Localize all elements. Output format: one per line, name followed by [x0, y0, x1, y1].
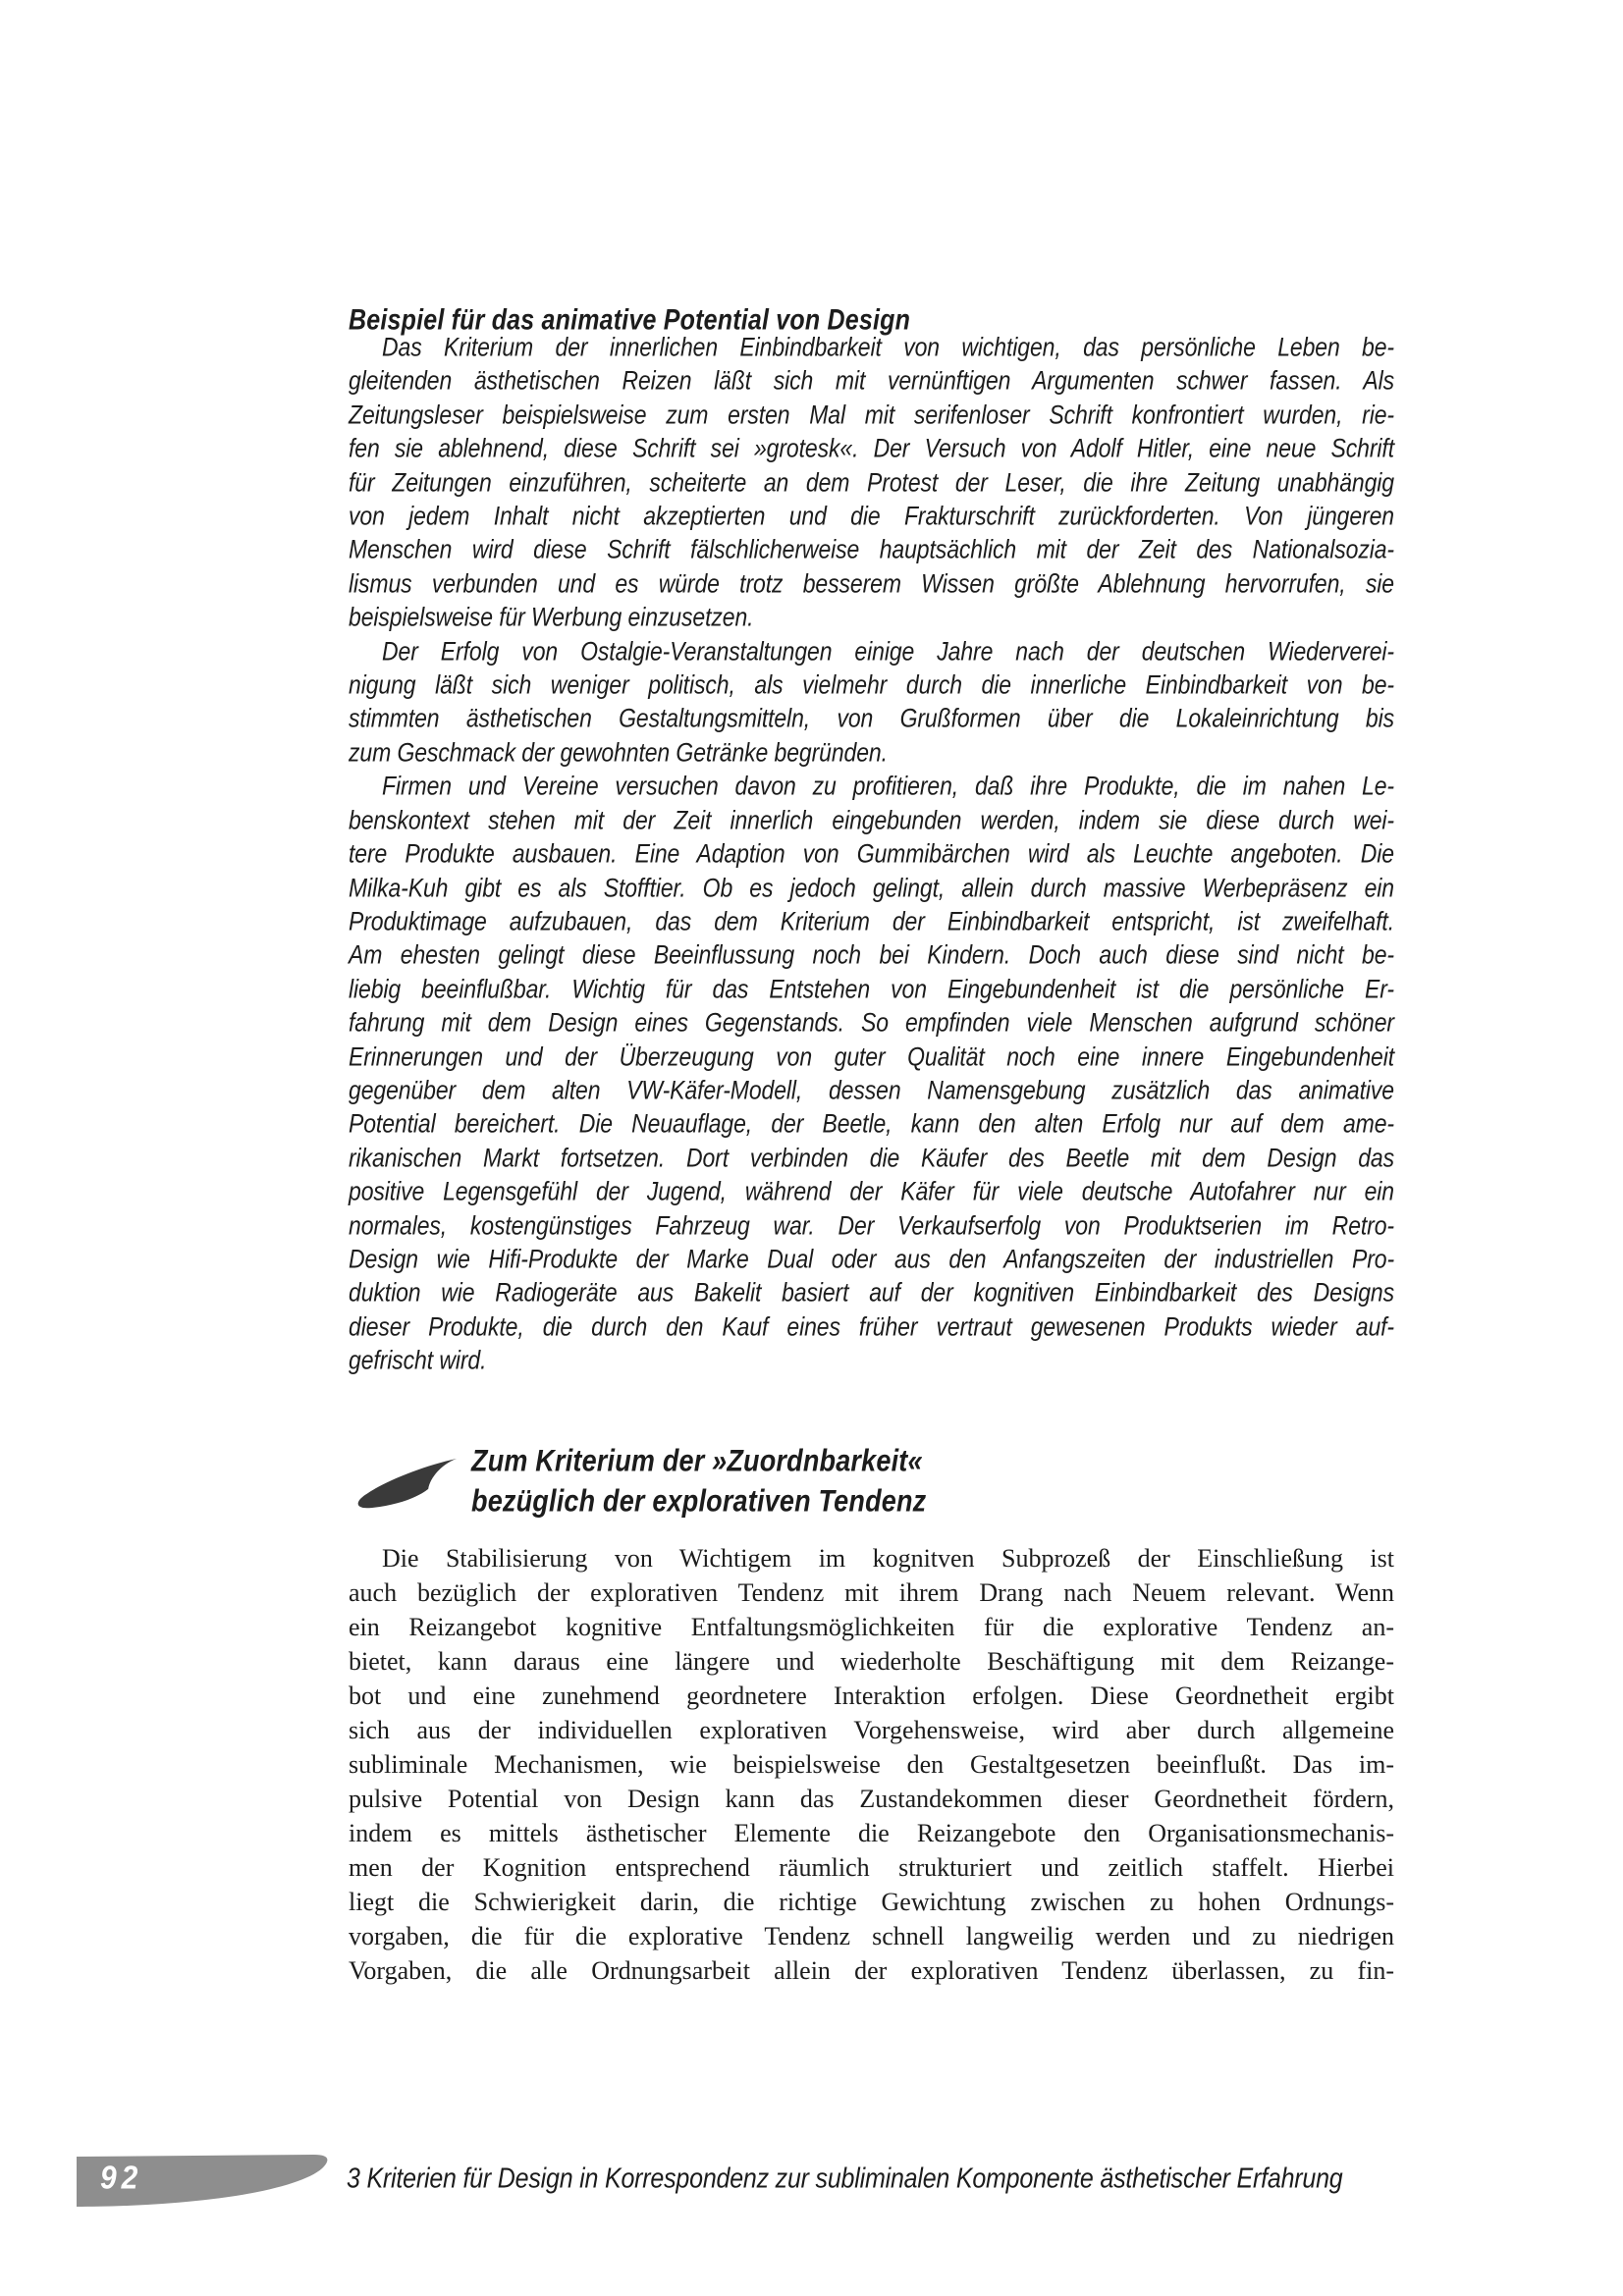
text-line: Vorgaben, die alle Ordnungsarbeit allein der explorativen Tendenz überlassen, zu fin- [349, 1956, 1394, 1985]
paragraph [349, 769, 1394, 1376]
text-line: positive Legensgefühl der Jugend, während der Käfer für viele deutsche Autofahrer nur ein [349, 1175, 1394, 1206]
text-line: liegt die Schwierigkeit darin, die richtige Gewichtung zwischen zu hohen Ordnungs- [349, 1888, 1394, 1916]
text-line: Design wie Hifi-Produkte der Marke Dual oder aus den Anfangszeiten der industriellen Pro- [349, 1243, 1394, 1274]
text-line: sich aus der individuellen explorativen Vorgehensweise, wird aber durch allgemeine [349, 1716, 1394, 1744]
text-line: gleitenden ästhetischen Reizen läßt sich mit vernünftigen Argumenten schwer fassen. Als [349, 365, 1394, 396]
text-line: Milka-Kuh gibt es als Stofftier. Ob es jedoch gelingt, allein durch massive Werbepräsenz ein [349, 872, 1394, 902]
text-line: dieser Produkte, die durch den Kauf eines früher vertraut gewesenen Produkts wieder auf- [349, 1310, 1394, 1342]
page-number: 92 [100, 2161, 143, 2197]
text-line: Zeitungsleser beispielsweise zum ersten Mal mit serifenloser Schrift konfrontiert wurden, rie- [349, 399, 1394, 430]
text-line: fen sie ablehnend, diese Schrift sei »grotesk«. Der Versuch von Adolf Hitler, eine neue Schrift [349, 432, 1394, 463]
text-line: zum Geschmack der gewohnten Getränke begründen. [349, 736, 888, 768]
body-text-block [349, 330, 1394, 1377]
text-line: subliminale Mechanismen, wie beispielsweise den Gestaltgesetzen beeinflußt. Das im- [349, 1750, 1394, 1779]
paragraph [349, 1541, 1394, 1988]
text-line: auch bezüglich der explorativen Tendenz mit ihrem Drang nach Neuem relevant. Wenn [349, 1578, 1394, 1607]
section-title: Beispiel für das animative Potential von Design [349, 302, 911, 337]
text-line: normales, kostengünstiges Fahrzeug war. Der Verkaufserfolg von Produktserien im Retro- [349, 1209, 1394, 1240]
text-line: tere Produkte ausbauen. Eine Adaption von Gummibärchen wird als Leuchte angeboten. Die [349, 837, 1394, 869]
text-line: ein Reizangebot kognitive Entfaltungsmöglichkeiten für die explorative Tendenz an- [349, 1613, 1394, 1641]
text-line: Potential bereichert. Die Neuauflage, der Beetle, kann den alten Erfolg nur auf dem ame- [349, 1107, 1394, 1139]
running-footer-title: 3 Kriterien für Design in Korrespondenz zur subliminalen Komponente ästhetischer Erfahrung [347, 2163, 1343, 2195]
serif-text-block [349, 1541, 1394, 1988]
text-line: men der Kognition entsprechend räumlich strukturiert und zeitlich staffelt. Hierbei [349, 1853, 1394, 1882]
paragraph [349, 330, 1394, 634]
text-line: fahrung mit dem Design eines Gegenstands. So empfinden viele Menschen aufgrund schöner [349, 1006, 1394, 1038]
text-line: rikanischen Markt fortsetzen. Dort verbinden die Käufer des Beetle mit dem Design das [349, 1142, 1394, 1173]
text-line: Produktimage aufzubauen, das dem Kriterium der Einbindbarkeit entspricht, ist zweifelhaft. [349, 905, 1394, 936]
text-line: bot und eine zunehmend geordnetere Interaktion erfolgen. Diese Geordnetheit ergibt [349, 1682, 1394, 1710]
text-line: Menschen wird diese Schrift fälschlicherweise hauptsächlich mit der Zeit des Nationalsozia- [349, 534, 1394, 564]
subsection-title-line: bezüglich der explorativen Tendenz [471, 1483, 927, 1519]
page-number-badge [77, 2154, 334, 2209]
text-line: Erinnerungen und der Überzeugung von guter Qualität noch eine innere Eingebundenheit [349, 1041, 1394, 1071]
swoosh-icon [346, 1455, 461, 1514]
text-line: von jedem Inhalt nicht akzeptierten und die Frakturschrift zurückforderten. Von jüngeren [349, 500, 1394, 531]
text-line: duktion wie Radiogeräte aus Bakelit basiert auf der kognitiven Einbindbarkeit des Designs [349, 1276, 1394, 1308]
paragraph [349, 634, 1394, 770]
text-line: liebig beeinflußbar. Wichtig für das Entstehen von Eingebundenheit ist die persönliche Er- [349, 973, 1394, 1004]
text-line: Die Stabilisierung von Wichtigem im kognitven Subprozeß der Einschließung ist [382, 1544, 1394, 1573]
text-line: gefrischt wird. [349, 1344, 487, 1375]
text-line: bietet, kann daraus eine längere und wiederholte Beschäftigung mit dem Reizange- [349, 1647, 1394, 1676]
text-line: beispielsweise für Werbung einzusetzen. [349, 601, 754, 632]
text-line: benskontext stehen mit der Zeit innerlich eingebunden werden, indem sie diese durch wei- [349, 804, 1394, 834]
text-line: indem es mittels ästhetischer Elemente die Reizangebote den Organisationsmechanis- [349, 1819, 1394, 1847]
text-line: Der Erfolg von Ostalgie-Veranstaltungen einige Jahre nach der deutschen Wiederverei- [382, 635, 1394, 666]
subsection-title-line: Zum Kriterium der »Zuordnbarkeit« [471, 1443, 923, 1478]
text-line: für Zeitungen einzuführen, scheiterte an dem Protest der Leser, die ihre Zeitung unabhängig [349, 466, 1394, 497]
text-line: lismus verbunden und es würde trotz besserem Wissen größte Ablehnung hervorrufen, sie [349, 567, 1394, 599]
text-line: Am ehesten gelingt diese Beeinflussung noch bei Kindern. Doch auch diese sind nicht be- [349, 938, 1394, 970]
text-line: Firmen und Vereine versuchen davon zu profitieren, daß ihre Produkte, die im nahen Le- [382, 770, 1394, 801]
text-line: nigung läßt sich weniger politisch, als vielmehr durch die innerliche Einbindbarkeit von be- [349, 668, 1394, 700]
subsection-title [471, 1441, 926, 1522]
subsection-heading [346, 1441, 926, 1522]
text-line: gegenüber dem alten VW-Käfer-Modell, dessen Namensgebung zusätzlich das animative [349, 1074, 1394, 1105]
text-line: stimmten ästhetischen Gestaltungsmitteln, von Grußformen über die Lokaleinrichtung bis [349, 703, 1394, 733]
text-line: pulsive Potential von Design kann das Zustandekommen dieser Geordnetheit fördern, [349, 1785, 1394, 1813]
text-line: vorgaben, die für die explorative Tendenz schnell langweilig werden und zu niedrigen [349, 1922, 1394, 1950]
text-line: Das Kriterium der innerlichen Einbindbarkeit von wichtigen, das persönliche Leben be- [382, 331, 1394, 362]
